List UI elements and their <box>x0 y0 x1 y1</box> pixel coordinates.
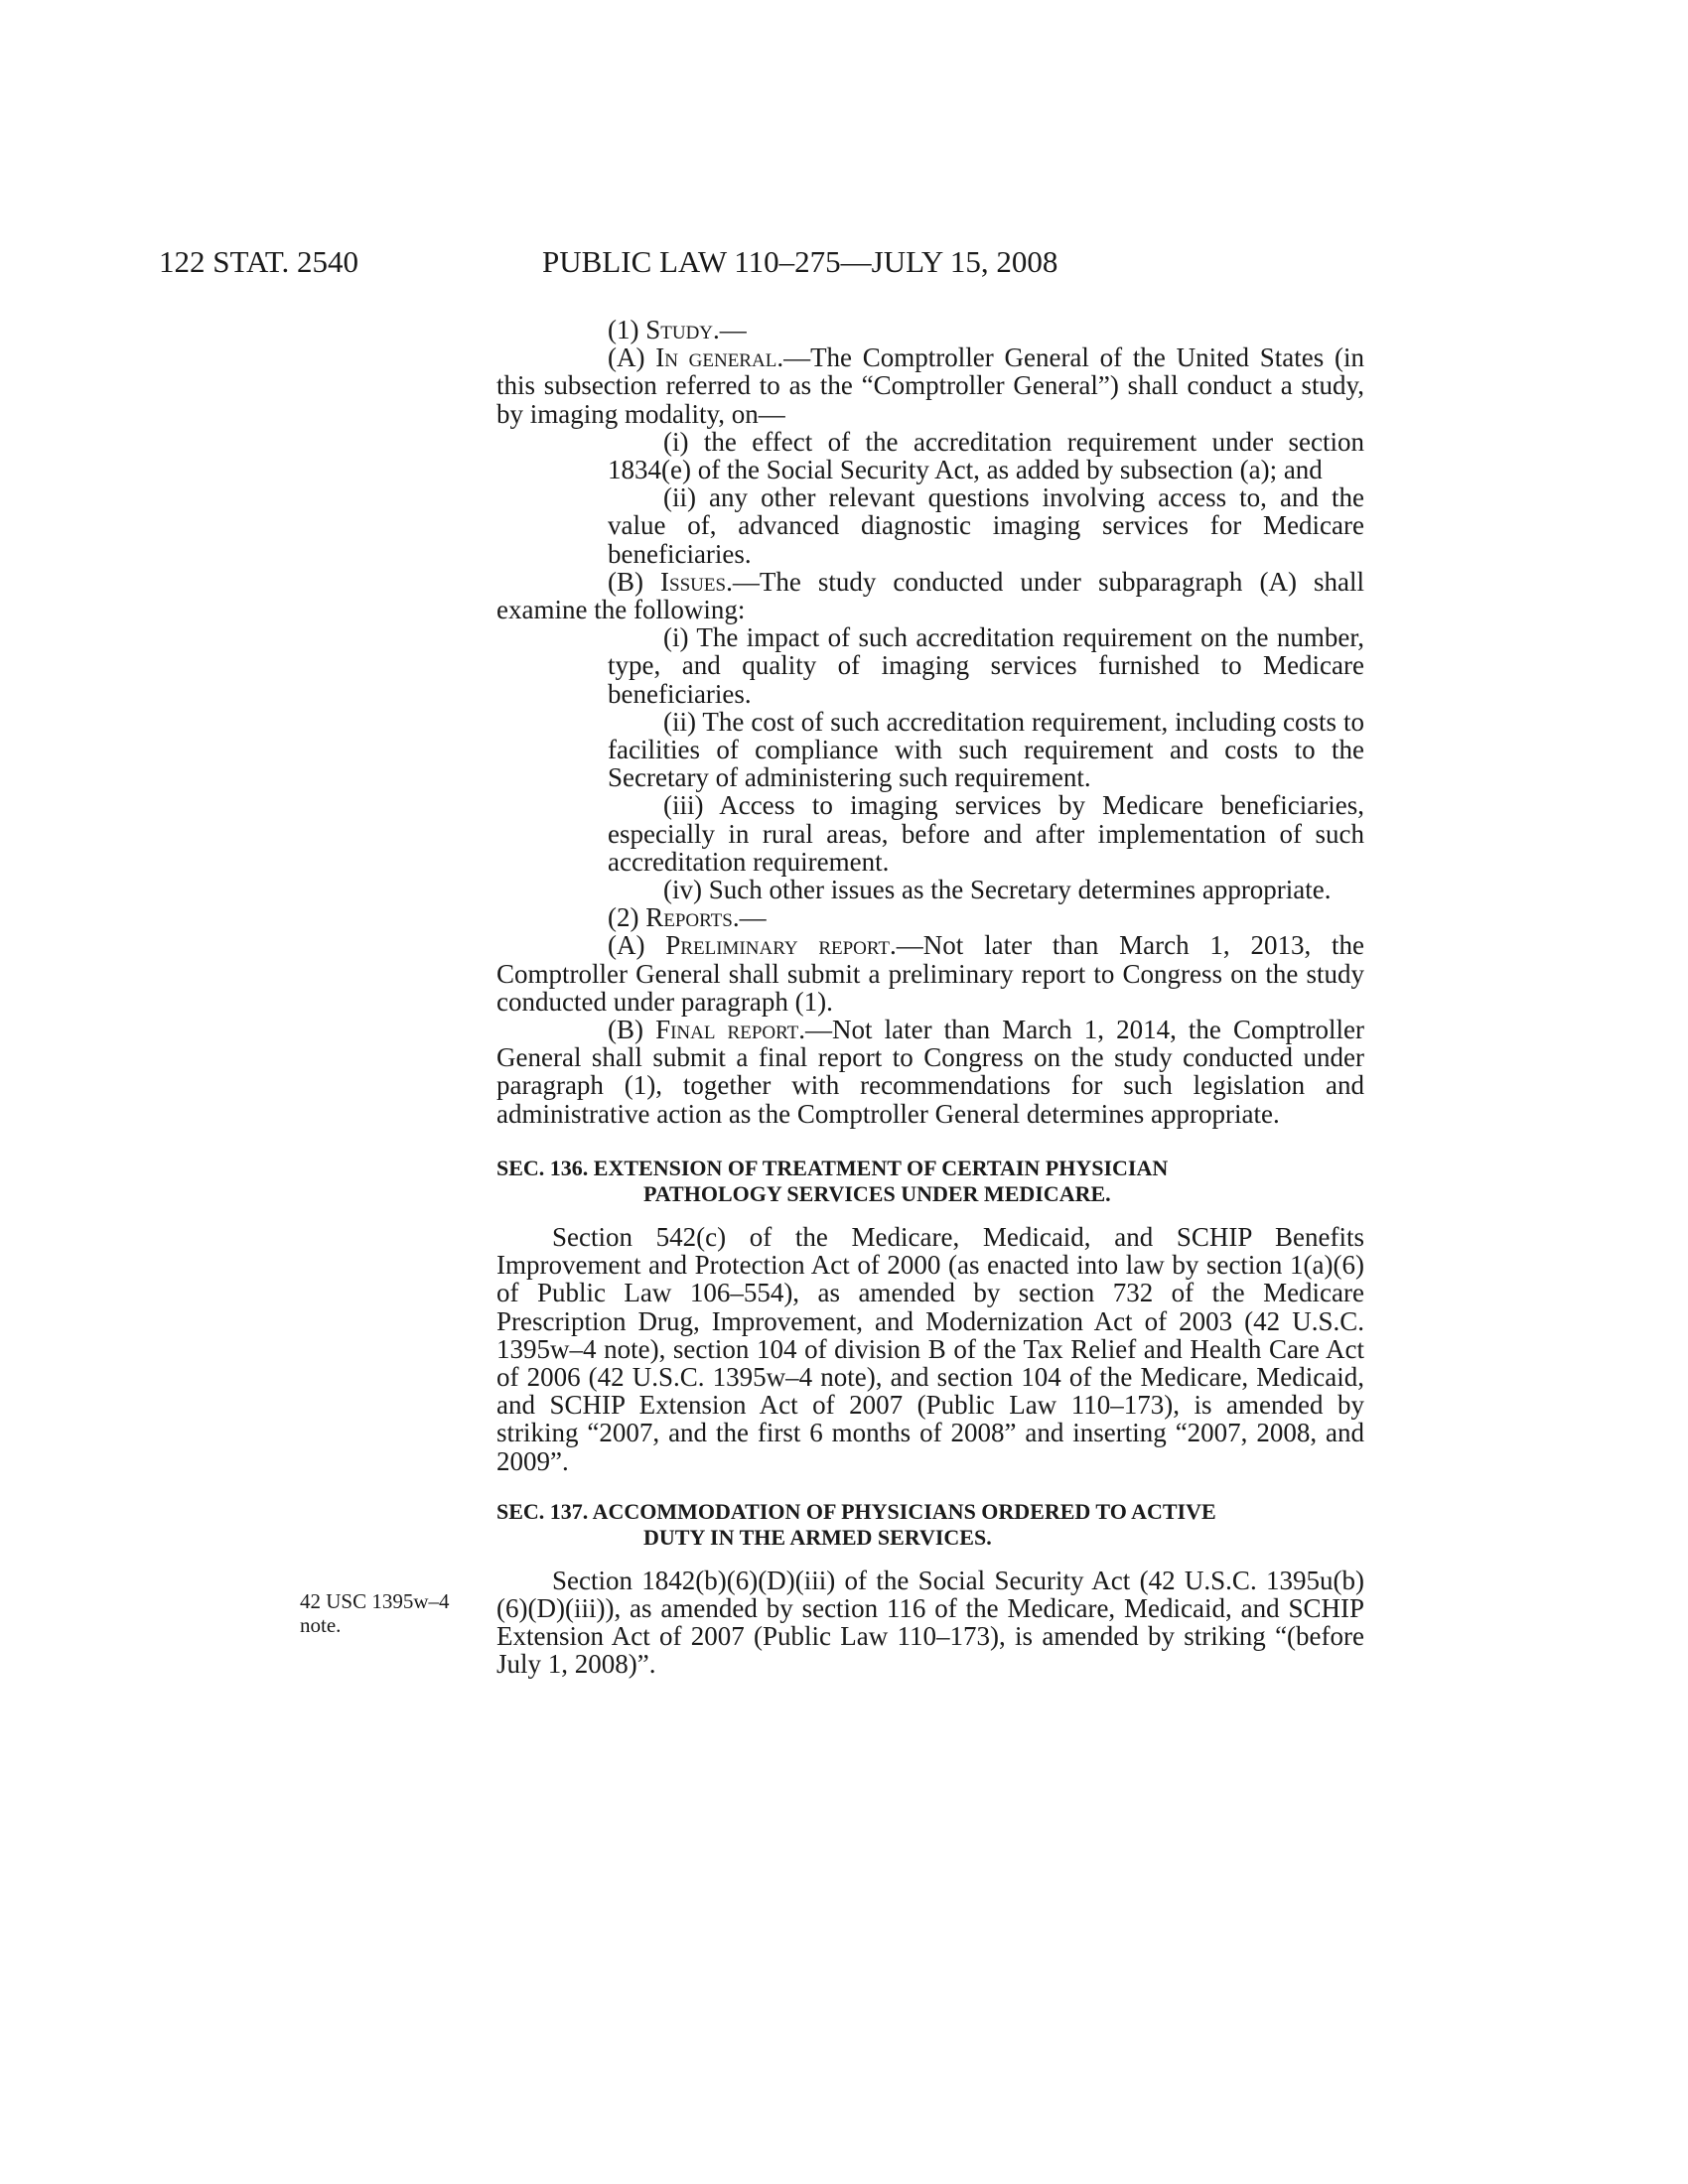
margin-note-label: note. <box>300 1613 342 1637</box>
public-law-title: PUBLIC LAW 110–275—JULY 15, 2008 <box>542 244 1058 279</box>
clause-1b-i: (i) The impact of such accreditation requirement on the number, type, and quality of imaging services furnished to Medicare beneficiaries. <box>608 622 1364 709</box>
statute-citation: 122 STAT. 2540 <box>159 244 359 279</box>
margin-note <box>300 1589 469 1637</box>
clause-1b-iv: (iv) Such other issues as the Secretary determines appropriate. <box>663 875 1332 905</box>
section-137-body: Section 1842(b)(6)(D)(iii) of the Social Security Act (42 U.S.C. 1395u(b)(6)(D)(iii)), as amended by section 116 of the Medicare, Medicaid, and SCHIP Extension Act of 2007 (Public Law 110–173), is amended by striking “(before July 1, 2008)”. <box>496 1565 1364 1680</box>
section-137-heading: SEC. 137. ACCOMMODATION OF PHYSICIANS ORDERED TO ACTIVE DUTY IN THE ARMED SERVICES. <box>496 1498 1216 1550</box>
clause-1a-ii: (ii) any other relevant questions involving access to, and the value of, advanced diagnostic imaging services for Medicare beneficiaries. <box>608 482 1364 569</box>
clause-1b-ii: (ii) The cost of such accreditation requirement, including costs to facilities of compliance with such requirement and costs to the Secretary of administering such requirement. <box>608 706 1364 793</box>
subparagraph-1a: (A) In general.—The Comptroller General of the United States (in this subsection referred to as the “Comptroller General”) shall conduct a study, by imaging modality, on— <box>496 342 1364 429</box>
clause-1b-iii: (iii) Access to imaging services by Medicare beneficiaries, especially in rural areas, before and after implementation of such accreditation requirement. <box>608 790 1364 877</box>
clause-1a-i: (i) the effect of the accreditation requirement under section 1834(e) of the Social Security Act, as added by subsection (a); and <box>608 426 1364 485</box>
subparagraph-1b: (B) Issues.—The study conducted under subparagraph (A) shall examine the following: <box>496 566 1364 625</box>
subparagraph-2a: (A) Preliminary report.—Not later than March 1, 2013, the Comptroller General shall submit a preliminary report to Congress on the study conducted under paragraph (1). <box>496 930 1365 1017</box>
page-header <box>0 244 1688 284</box>
section-136-heading: SEC. 136. EXTENSION OF TREATMENT OF CERTAIN PHYSICIAN PATHOLOGY SERVICES UNDER MEDICARE. <box>496 1155 1169 1206</box>
margin-note-citation: 42 USC 1395w–4 <box>300 1589 450 1613</box>
subparagraph-2b: (B) Final report.—Not later than March 1, 2014, the Comptroller General shall submit a final report to Congress on the study conducted under paragraph (1), together with recommendations for such legislation and administrative action as the Comptroller General determines appropriate. <box>496 1015 1364 1129</box>
paragraph-1-study: (1) Study.— <box>608 315 747 344</box>
document-body <box>496 316 1364 1679</box>
paragraph-2-reports: (2) Reports.— <box>608 902 767 933</box>
section-136-body: Section 542(c) of the Medicare, Medicaid, and SCHIP Benefits Improvement and Protection Act of 2000 (as enacted into law by section 1(a)(6) of Public Law 106–554), as amended by section 732 of the Medicare Prescription Drug, Improvement, and Modernization Act of 2003 (42 U.S.C. 1395w–4 note), section 104 of division B of the Tax Relief and Health Care Act of 2006 (42 U.S.C. 1395w–4 note), and section 104 of the Medicare, Medicaid, and SCHIP Extension Act of 2007 (Public Law 110–173), is amended by striking “2007, and the first 6 months of 2008” and inserting “2007, 2008, and 2009”. <box>496 1221 1364 1476</box>
